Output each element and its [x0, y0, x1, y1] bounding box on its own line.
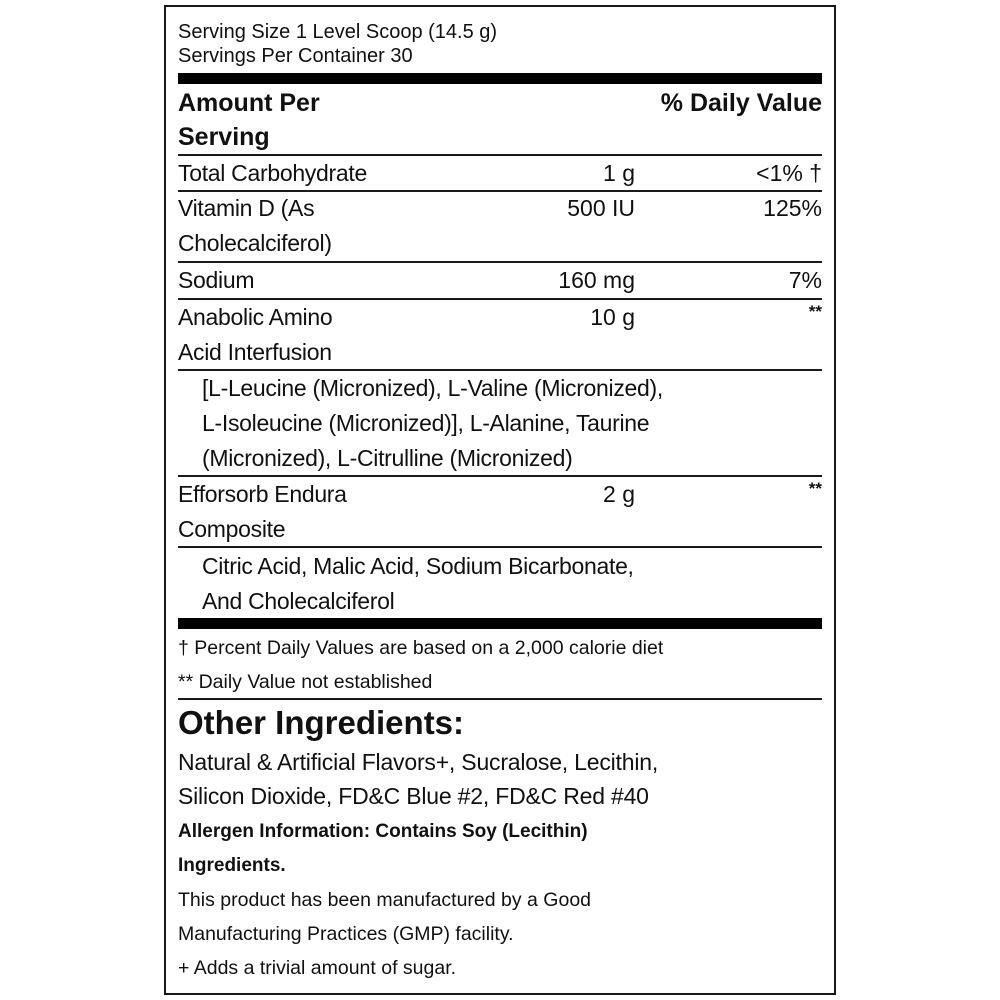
amount-per-serving-header-2: Serving	[178, 123, 270, 151]
gmp-statement-line-2: Manufacturing Practices (GMP) facility.	[178, 923, 514, 945]
nutrient-daily-value: **	[808, 479, 822, 498]
nutrient-name-cont: Acid Interfusion	[178, 339, 332, 365]
other-ingredients-line-2: Silicon Dioxide, FD&C Blue #2, FD&C Red #40	[178, 783, 649, 809]
gmp-statement-line-1: This product has been manufactured by a Good	[178, 889, 592, 911]
other-ingredients-title: Other Ingredients:	[178, 704, 465, 741]
divider	[178, 698, 822, 700]
allergen-info-line-2: Ingredients.	[178, 855, 286, 876]
nutrient-row-efforsorb	[178, 477, 822, 547]
nutrient-name: Efforsorb Endura	[178, 481, 347, 507]
nutrient-daily-value: 7%	[788, 267, 822, 293]
nutrient-row-anabolic-amino	[178, 300, 822, 370]
nutrient-amount: 2 g	[603, 481, 635, 507]
daily-value-header: % Daily Value	[660, 89, 822, 117]
nutrient-amount: 10 g	[590, 304, 635, 330]
amino-blend-ingredients-1: [L-Leucine (Micronized), L-Valine (Micronized),	[202, 375, 663, 401]
nutrient-row-vitamin-d	[178, 191, 822, 261]
sugar-note: + Adds a trivial amount of sugar.	[178, 957, 457, 979]
allergen-info-line-1: Allergen Information: Contains Soy (Lecithin)	[178, 821, 588, 842]
efforsorb-ingredients-2: And Cholecalciferol	[202, 588, 395, 614]
servings-per-container: Servings Per Container 30	[178, 45, 413, 67]
nutrient-name: Total Carbohydrate	[178, 160, 367, 186]
thick-divider-bottom	[178, 618, 822, 629]
supplement-facts-panel	[164, 5, 836, 995]
nutrient-row-total-carbohydrate	[178, 156, 822, 191]
amino-blend-ingredients-2: L-Isoleucine (Micronized)], L-Alanine, Taurine	[202, 410, 650, 436]
nutrient-daily-value: 125%	[763, 195, 822, 221]
nutrient-daily-value: <1% †	[756, 160, 822, 186]
nutrient-name: Sodium	[178, 267, 255, 293]
other-ingredients-line-1: Natural & Artificial Flavors+, Sucralose, Lecithin,	[178, 749, 659, 775]
efforsorb-ingredients-1: Citric Acid, Malic Acid, Sodium Bicarbonate,	[202, 553, 634, 579]
nutrient-amount: 500 IU	[567, 195, 635, 221]
nutrient-amount: 160 mg	[558, 267, 635, 293]
nutrient-name-cont: Composite	[178, 516, 286, 542]
nutrient-name: Anabolic Amino	[178, 304, 333, 330]
thick-divider-top	[178, 73, 822, 84]
nutrient-row-sodium	[178, 263, 822, 298]
amino-blend-ingredients-3: (Micronized), L-Citrulline (Micronized)	[202, 445, 573, 471]
nutrient-amount: 1 g	[603, 160, 635, 186]
footnote-double-star: ** Daily Value not established	[178, 671, 433, 693]
serving-size: Serving Size 1 Level Scoop (14.5 g)	[178, 21, 498, 43]
nutrient-name-cont: Cholecalciferol)	[178, 230, 332, 256]
nutrient-name: Vitamin D (As	[178, 195, 315, 221]
amount-per-serving-header: Amount Per	[178, 89, 320, 117]
nutrient-daily-value: **	[808, 302, 822, 321]
divider	[178, 546, 822, 548]
footnote-dagger: † Percent Daily Values are based on a 2,000 calorie diet	[178, 637, 664, 659]
